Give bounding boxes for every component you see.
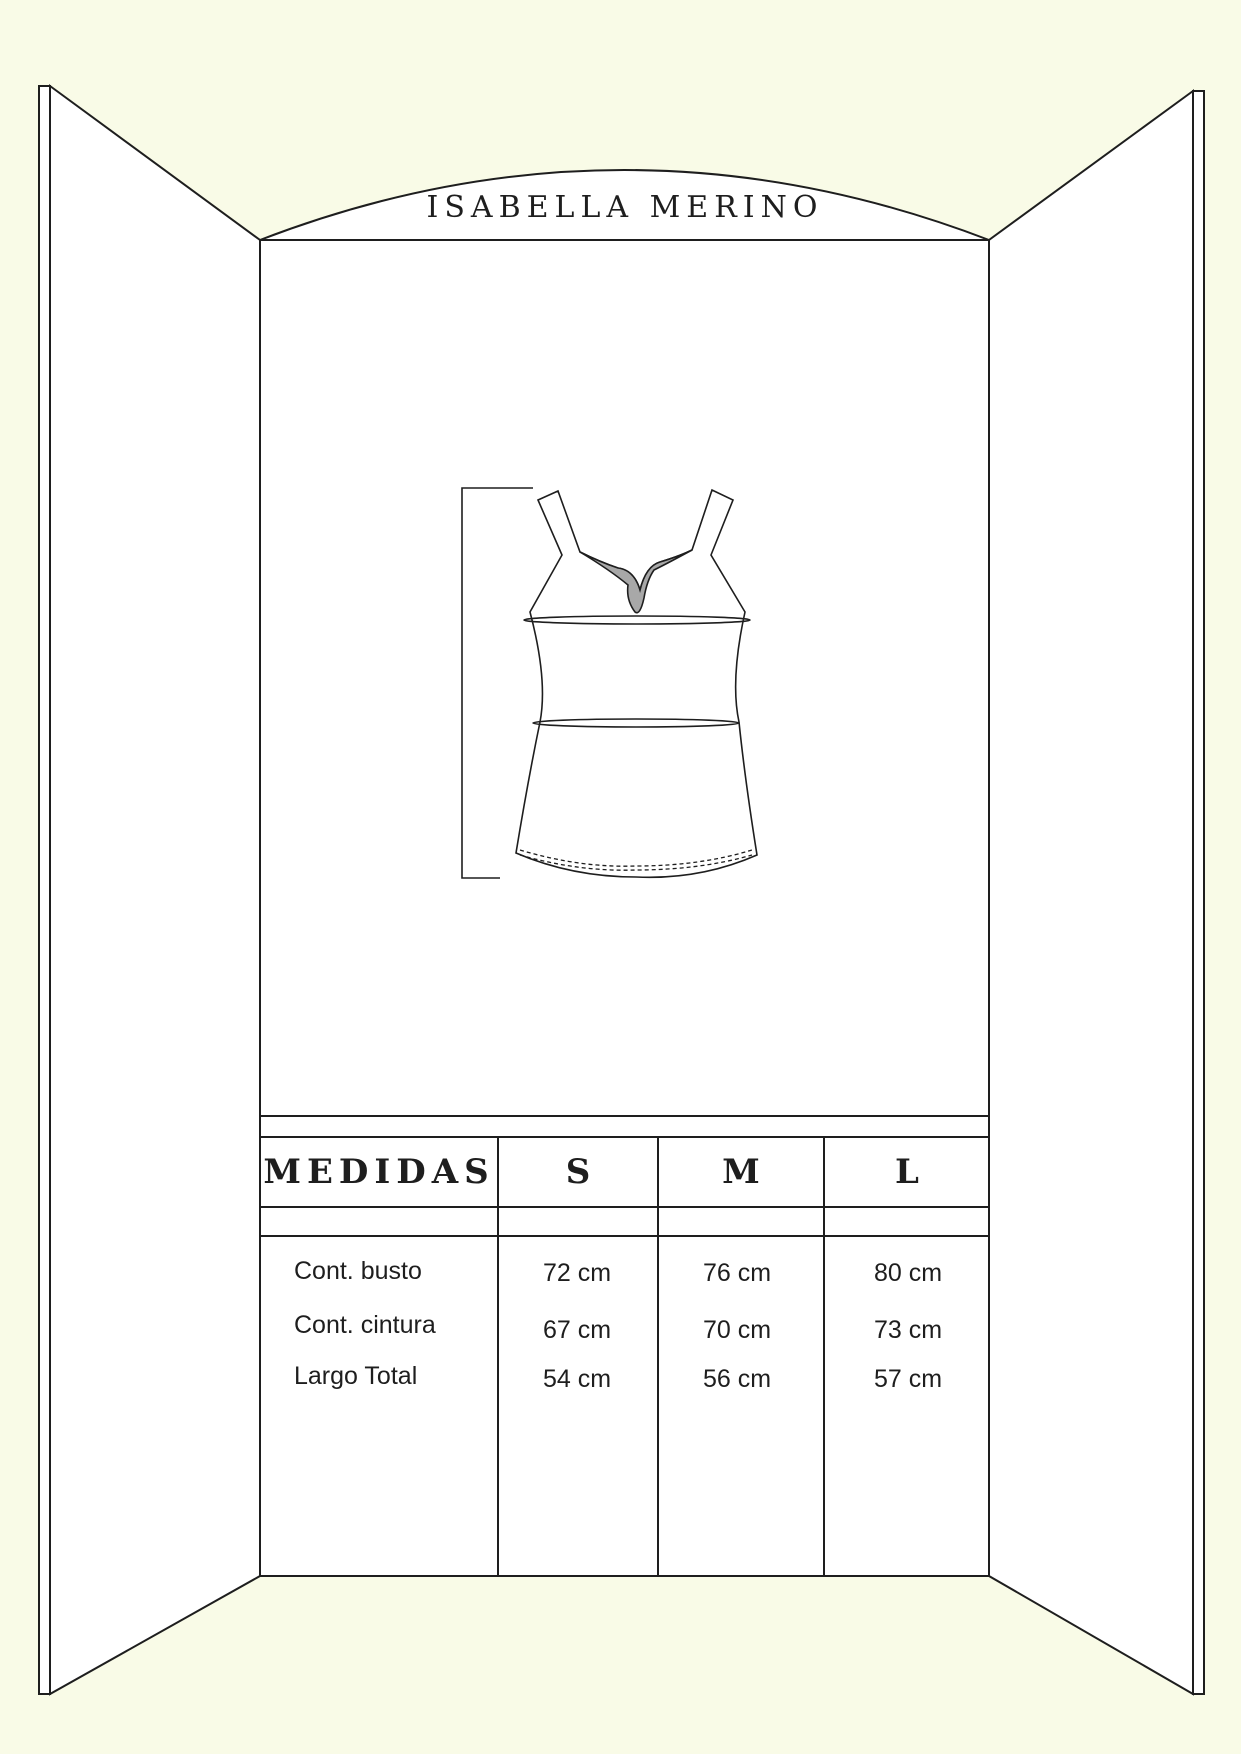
header-medidas: MEDIDAS xyxy=(263,1152,495,1192)
right-door-edge xyxy=(1193,91,1204,1694)
largo-l: 57 cm xyxy=(874,1365,943,1393)
brand-title: ISABELLA MERINO xyxy=(426,190,824,225)
busto-l: 80 cm xyxy=(874,1259,943,1287)
header-size-s: S xyxy=(565,1152,591,1192)
cintura-s: 67 cm xyxy=(543,1316,612,1344)
header-size-l: L xyxy=(895,1152,919,1192)
cintura-m: 70 cm xyxy=(703,1316,772,1344)
left-door-panel xyxy=(50,86,260,1694)
busto-m: 76 cm xyxy=(703,1259,772,1287)
cintura-l: 73 cm xyxy=(874,1316,943,1344)
row-label-largo: Largo Total xyxy=(294,1362,418,1390)
right-door-panel xyxy=(989,91,1193,1694)
row-label-busto: Cont. busto xyxy=(294,1257,422,1285)
busto-s: 72 cm xyxy=(543,1259,612,1287)
largo-m: 56 cm xyxy=(703,1365,772,1393)
header-size-m: M xyxy=(722,1152,760,1192)
row-label-cintura: Cont. cintura xyxy=(294,1311,436,1339)
left-door-edge xyxy=(39,86,50,1694)
largo-s: 54 cm xyxy=(543,1365,612,1393)
